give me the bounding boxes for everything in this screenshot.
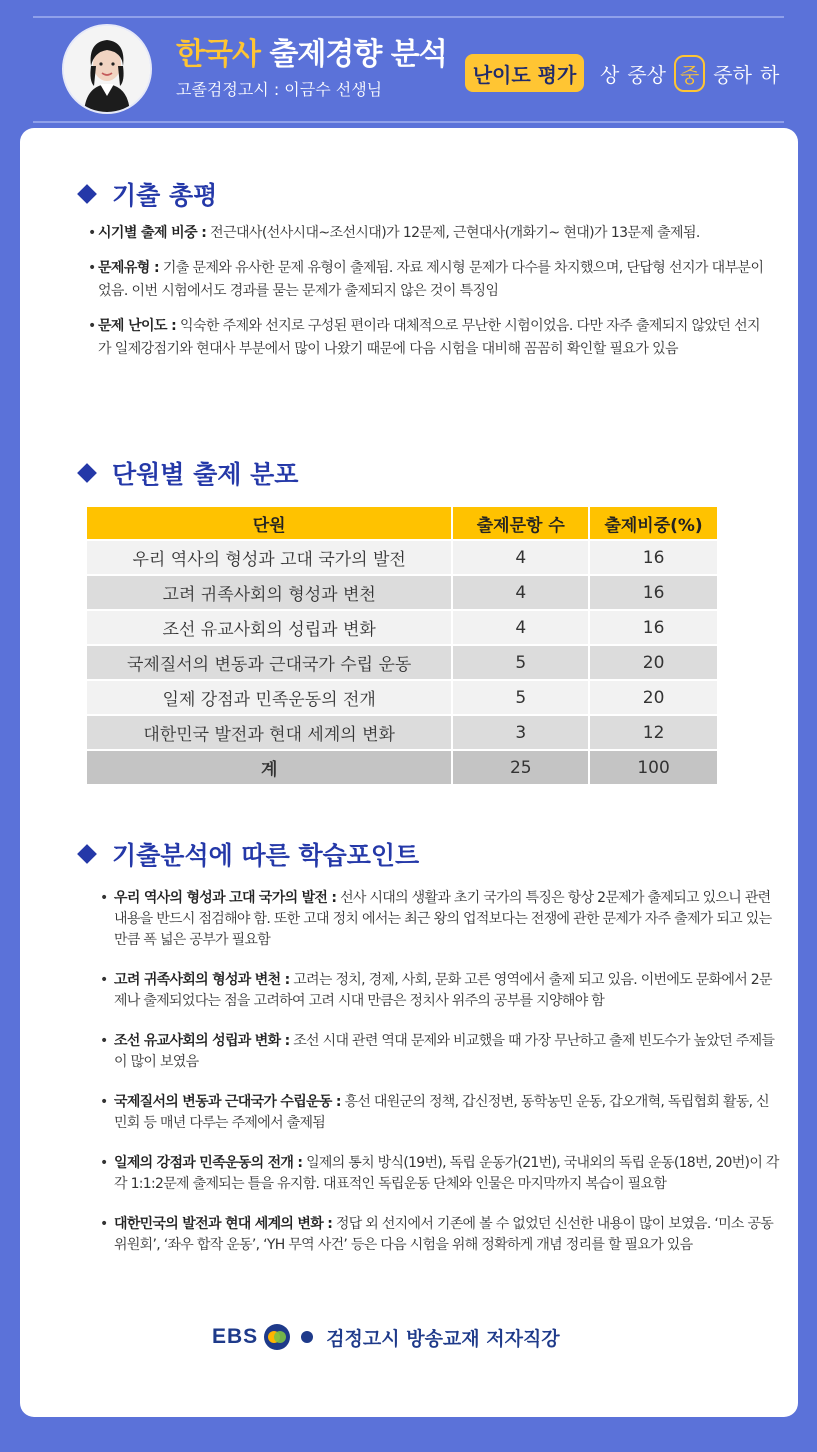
level-low: 하 [759, 62, 780, 87]
point-item: • 조선 유교사회의 성립과 변화 : 조선 시대 관련 역대 문제와 비교했을 때 가장 무난하고 출제 빈도수가 높았던 주제들이 많이 보였음 [100, 1031, 780, 1073]
level-mid-low: 중하 [713, 62, 752, 87]
table-header-row [87, 507, 718, 540]
table-total-row: 계 25 100 [87, 750, 718, 784]
top-divider [33, 16, 784, 18]
page-subtitle: 고졸검정고시 : 이금수 선생님 [176, 80, 383, 99]
footer-brand [212, 1322, 560, 1352]
section-summary-title: 기출 총평 [76, 176, 217, 212]
col-header-percent: 출제비중(%) [589, 507, 718, 540]
ebs-logo-text: EBS [212, 1325, 259, 1348]
summary-item: • 문제 난이도 : 익숙한 주제와 선지로 구성된 편이라 대체적으로 무난한 시험이었음. 다만 자주 출제되지 않았던 선지가 일제강점기와 현대사 부분에서 많이 나왔기 때문에 다음 시험을 대비해 꼼꼼히 확인할 필요가 있음 [88, 315, 768, 361]
distribution-table [87, 507, 719, 784]
col-header-unit: 단원 [87, 507, 452, 540]
level-mid-selected: 중 [674, 55, 705, 92]
page-title: 한국사 출제경향 분석 [176, 37, 447, 72]
footer-caption: 검정고시 방송교재 저자직강 [326, 1327, 560, 1350]
header-title-block [176, 36, 447, 100]
point-item: • 우리 역사의 형성과 고대 국가의 발전 : 선사 시대의 생활과 초기 국가의 특징은 항상 2문제가 출제되고 있으니 관련 내용을 반드시 점검해야 함. 또한 고대 정치 에서는 최근 왕의 업적보다는 전쟁에 관한 문제가 자주 출제가 되고 있는 만큼 폭 넓은 공부가 필요함 [100, 888, 780, 951]
diamond-icon [77, 184, 97, 204]
difficulty-levels [600, 54, 787, 92]
point-item: • 대한민국의 발전과 현대 세계의 변화 : 정답 외 선지에서 기존에 볼 수 없었던 신선한 내용이 많이 보였음. ‘미소 공동 위원회’, ‘좌우 합작 운동’, ‘YH 무역 사건’ 등은 다음 시험을 위해 정확하게 개념 정리를 할 필요가 있음 [100, 1214, 780, 1256]
table-row: 조선 유교사회의 성립과 변화 4 16 [87, 610, 718, 645]
section-distribution-title: 단원별 출제 분포 [76, 455, 298, 491]
diamond-icon [77, 463, 97, 483]
diamond-icon [77, 844, 97, 864]
level-high: 상 [600, 62, 620, 87]
points-list [100, 888, 780, 1275]
point-item: • 국제질서의 변동과 근대국가 수립운동 : 흥선 대원군의 정책, 갑신정변, 동학농민 운동, 갑오개혁, 독립협회 활동, 신민회 등 매년 다루는 주제에서 출제됨 [100, 1092, 780, 1134]
col-header-count: 출제문항 수 [452, 507, 589, 540]
teacher-avatar [62, 24, 152, 114]
point-item: • 고려 귀족사회의 형성과 변천 : 고려는 정치, 경제, 사회, 문화 고른 영역에서 출제 되고 있음. 이번에도 문화에서 2문제나 출제되었다는 점을 고려하여 고려 시대 만큼은 정치사 위주의 공부를 지양해야 함 [100, 970, 780, 1012]
table-row: 우리 역사의 형성과 고대 국가의 발전 4 16 [87, 540, 718, 575]
ebs-logo-icon [262, 1322, 316, 1352]
point-item: • 일제의 강점과 민족운동의 전개 : 일제의 통치 방식(19번), 독립 운동가(21번), 국내외의 독립 운동(18번, 20번)이 각각 1:1:2문제 출제되는 틀을 유지함. 대표적인 독립운동 단체와 인물은 마지막까지 복습이 필요함 [100, 1153, 780, 1195]
table-row: 고려 귀족사회의 형성과 변천 4 16 [87, 575, 718, 610]
summary-list [88, 222, 768, 373]
section-points-title: 기출분석에 따른 학습포인트 [76, 836, 419, 872]
summary-item: • 문제유형 : 기출 문제와 유사한 문제 유형이 출제됨. 자료 제시형 문제가 다수를 차지했으며, 단답형 선지가 대부분이었음. 이번 시험에서도 경과를 묻는 문제가 출제되지 않은 것이 특징임 [88, 257, 768, 303]
difficulty-badge: 난이도 평가 [465, 54, 584, 92]
header-divider [33, 121, 784, 123]
table-row: 대한민국 발전과 현대 세계의 변화 3 12 [87, 715, 718, 750]
table-row: 국제질서의 변동과 근대국가 수립 운동 5 20 [87, 645, 718, 680]
table-row: 일제 강점과 민족운동의 전개 5 20 [87, 680, 718, 715]
level-mid-high: 중상 [627, 62, 666, 87]
summary-item: • 시기별 출제 비중 : 전근대사(선사시대~조선시대)가 12문제, 근현대사(개화기~ 현대)가 13문제 출제됨. [88, 222, 768, 245]
